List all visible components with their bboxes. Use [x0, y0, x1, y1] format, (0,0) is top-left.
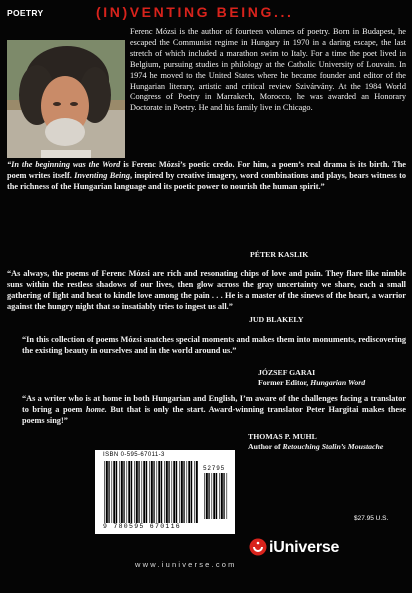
intro-part2: , inspired by creative imagery, word combinations and plays, bears witness to the richness of the Hungarian language and its poetic power to nourish the human spirit.”	[7, 170, 406, 191]
isbn-text: ISBN 0-595-67011-3	[103, 452, 165, 458]
author-photo	[7, 40, 125, 158]
barcode-number: 9 780595 670116	[103, 523, 182, 530]
intro-attribution: PÉTER KASLIK	[250, 250, 309, 259]
blurb-1-author: JUD BLAKELY	[249, 315, 304, 324]
iuniverse-logo-icon	[249, 538, 267, 556]
blurb-1: “As always, the poems of Ferenc Mózsi are rich and resonating chips of love and pain. They flare like nimble suns within the restless shadows of our lives, then glow across the gray uncertainty we share, each a small gathering of light and heat to kindle love among the pain . . . He is a master of the sinews of the heart, a warrior against the hungry night that so insatiably tries to ingest us all.”	[7, 269, 406, 311]
intro-part1: is Ferenc Mózsi’s poetic credo. For him, a poem’s real drama is its birth. The poem writes itself.	[7, 160, 406, 180]
publisher-name: iUniverse	[269, 539, 340, 556]
category-label: POETRY	[7, 8, 44, 18]
blurb-3-author: THOMAS P. MUHL	[248, 432, 317, 441]
publisher-url: www.iuniverse.com	[135, 560, 237, 569]
intro-book-title: Inventing Being	[74, 170, 130, 180]
blurb-2-author: JÓZSEF GARAI	[258, 368, 316, 377]
barcode	[95, 450, 235, 534]
barcode-bars	[103, 461, 199, 523]
intro-blurb	[7, 160, 406, 193]
author-bio: Ferenc Mózsi is the author of fourteen volumes of poetry. Born in Budapest, he escaped the Communist regime in Hungary in 1970 in a daring escape, the last stretch of which included a marathon swim to Italy. For a time the poet lived in Belgium, pursuing studies in philology at the Catholic University of Louvain. In 1974 he moved to the United States where he became founder and editor of the Hungarian literary, artistic and critical review Szivárvány. At the 1984 World Congress of Poetry in Marrakech, Morocco, he was awarded an Honorary Doctorate in Poetry. He and his family live in Chicago.	[130, 27, 406, 113]
barcode-addon-bars	[203, 473, 229, 519]
intro-quote-open: “In the beginning was the Word	[7, 160, 121, 169]
book-title: (IN)VENTING BEING...	[96, 4, 294, 20]
blurb-2-role: Former Editor, Hungarian Word	[258, 378, 366, 387]
blurb-2: “In this collection of poems Mózsi snatches special moments and makes them into monuments, rediscovering the existing beauty in ourselves and in the world around us.”	[22, 335, 406, 355]
barcode-addon-number: 52795	[203, 465, 226, 472]
price: $27.95 U.S.	[354, 515, 389, 522]
blurb-3-role: Author of Retouching Stalin’s Moustache	[248, 442, 384, 451]
blurb-3: “As a writer who is at home in both Hungarian and English, I’m aware of the challenges facing a translator to bring a poem home. But that is only the start. Award-winning translator Peter Hargitai makes these poems sing!”	[22, 394, 406, 425]
